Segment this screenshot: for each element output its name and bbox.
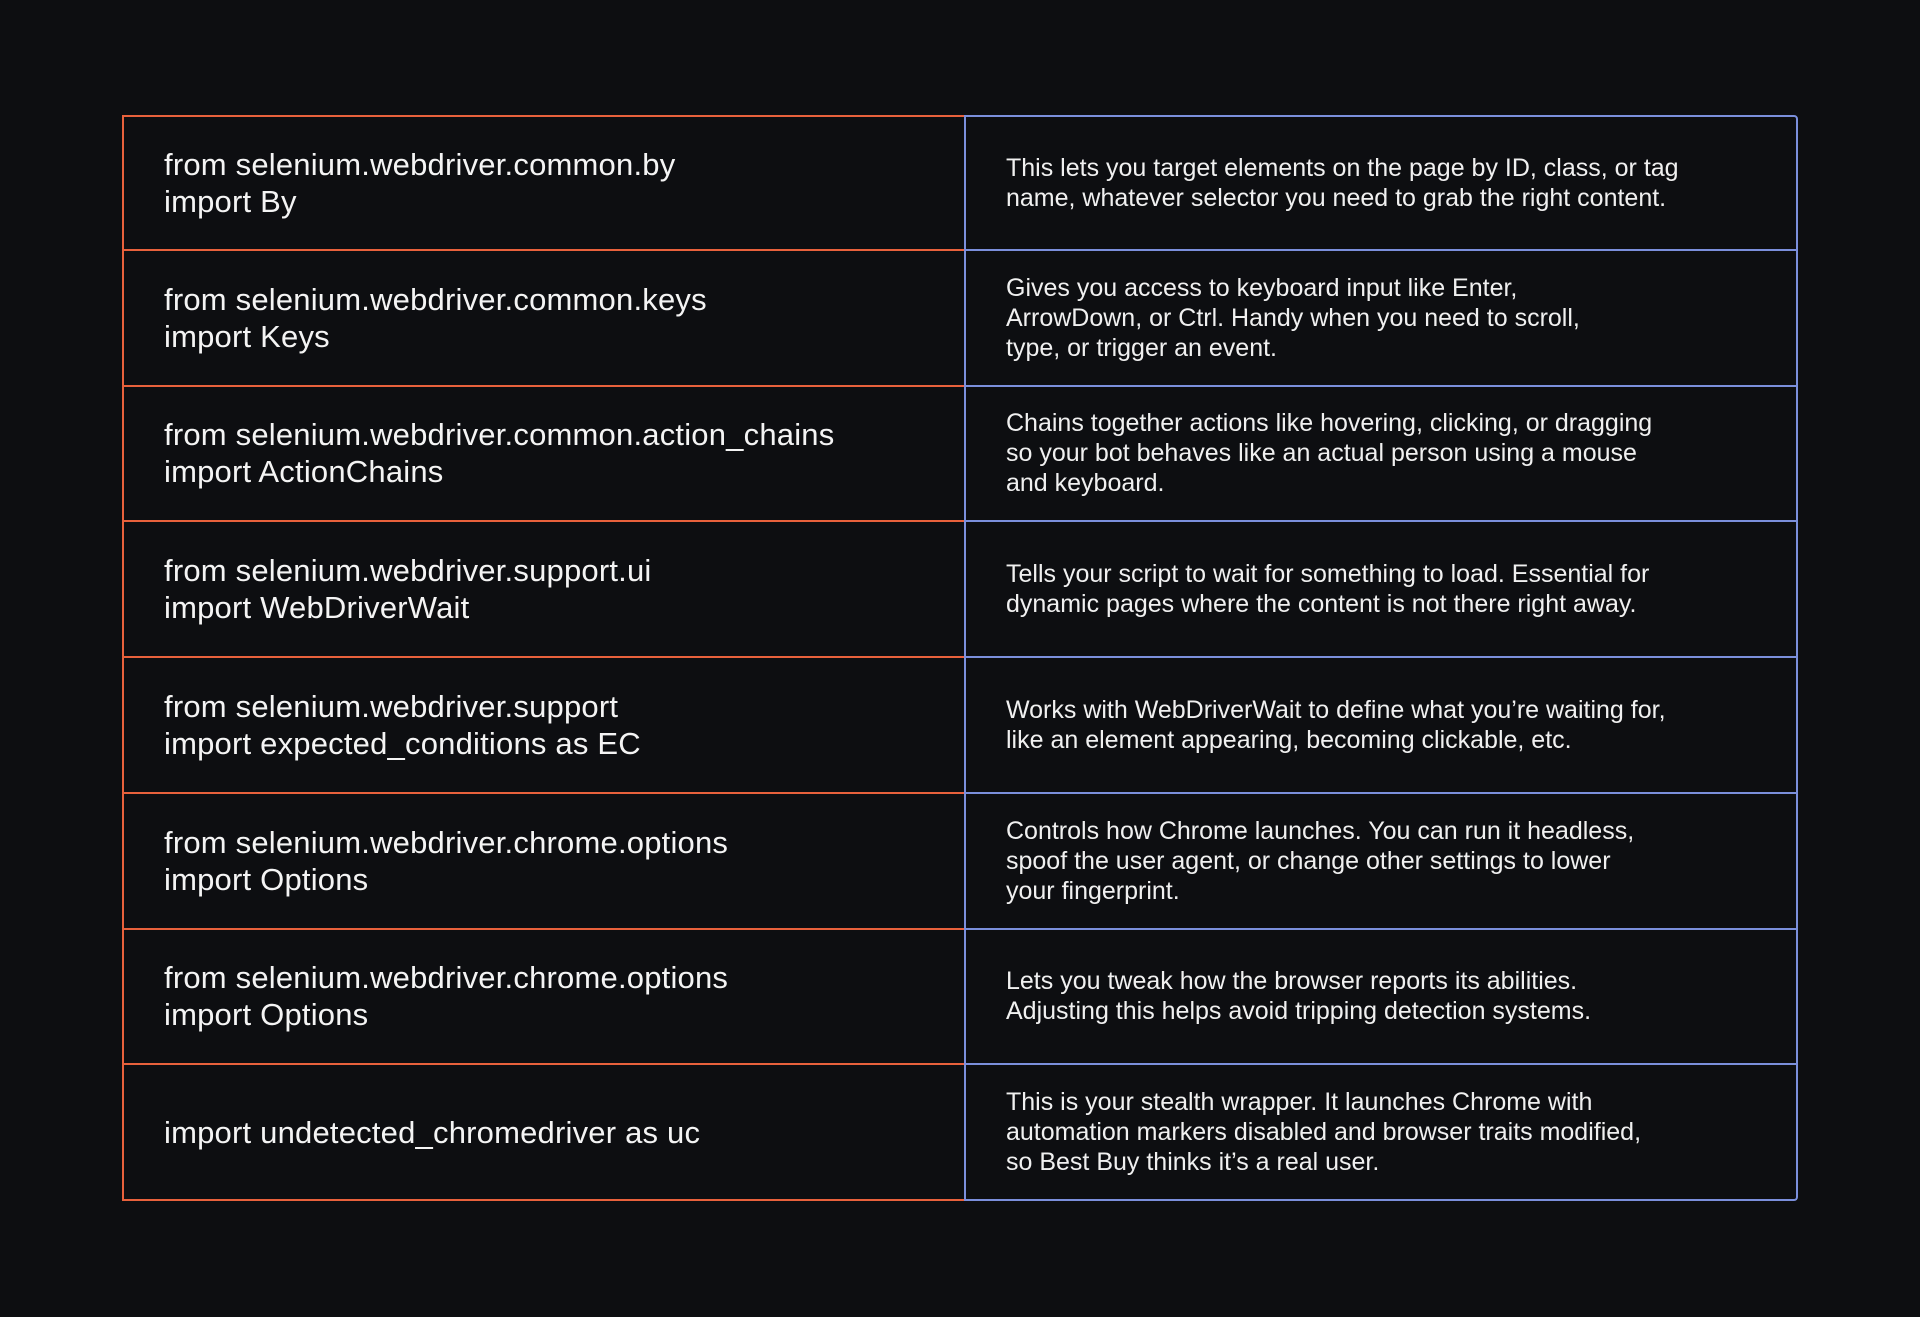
description-cell-chrome-options xyxy=(964,794,1798,930)
code-cell-chrome-options-2 xyxy=(122,930,964,1066)
code-cell-keys xyxy=(122,251,964,387)
description-cell-webdriverwait xyxy=(964,522,1798,658)
description-keys: Gives you access to keyboard input like Enter, ArrowDown, or Ctrl. Handy when you need to scroll, type, or trigger an event. xyxy=(1006,273,1580,362)
description-cell-expected-conditions xyxy=(964,658,1798,794)
code-cell-by xyxy=(122,115,964,251)
code-import-expected-conditions: from selenium.webdriver.support import expected_conditions as EC xyxy=(164,688,641,761)
code-cell-action-chains xyxy=(122,387,964,523)
code-import-webdriverwait: from selenium.webdriver.support.ui import WebDriverWait xyxy=(164,553,652,626)
description-cell-chrome-options-2 xyxy=(964,930,1798,1066)
description-chrome-options-2: Lets you tweak how the browser reports its abilities. Adjusting this helps avoid tripping detection systems. xyxy=(1006,967,1592,1026)
code-cell-chrome-options xyxy=(122,794,964,930)
description-undetected-chromedriver: This is your stealth wrapper. It launches Chrome with automation markers disabled and browser traits modified, so Best Buy thinks it’s a real user. xyxy=(1006,1088,1642,1177)
description-by: This lets you target elements on the page by ID, class, or tag name, whatever selector you need to grab the right content. xyxy=(1006,153,1679,212)
code-import-by: from selenium.webdriver.common.by import By xyxy=(164,146,676,219)
description-webdriverwait: Tells your script to wait for something to load. Essential for dynamic pages where the content is not there right away. xyxy=(1006,560,1650,619)
description-cell-undetected-chromedriver xyxy=(964,1065,1798,1201)
description-action-chains: Chains together actions like hovering, clicking, or dragging so your bot behaves like an actual person using a mouse and keyboard. xyxy=(1006,409,1653,498)
description-cell-action-chains xyxy=(964,387,1798,523)
code-cell-webdriverwait xyxy=(122,522,964,658)
description-expected-conditions: Works with WebDriverWait to define what you’re waiting for, like an element appearing, becoming clickable, etc. xyxy=(1006,695,1666,754)
code-cell-undetected-chromedriver xyxy=(122,1065,964,1201)
code-import-keys: from selenium.webdriver.common.keys import Keys xyxy=(164,281,707,354)
code-import-chrome-options: from selenium.webdriver.chrome.options import Options xyxy=(164,824,729,897)
description-cell-keys xyxy=(964,251,1798,387)
code-import-chrome-options-2: from selenium.webdriver.chrome.options import Options xyxy=(164,960,729,1033)
code-import-undetected-chromedriver: import undetected_chromedriver as uc xyxy=(164,1114,701,1150)
code-cell-expected-conditions xyxy=(122,658,964,794)
description-chrome-options: Controls how Chrome launches. You can run it headless, spoof the user agent, or change other settings to lower your fingerprint. xyxy=(1006,816,1635,905)
imports-table xyxy=(122,115,1798,1201)
code-import-action-chains: from selenium.webdriver.common.action_chains import ActionChains xyxy=(164,417,835,490)
description-cell-by xyxy=(964,115,1798,251)
